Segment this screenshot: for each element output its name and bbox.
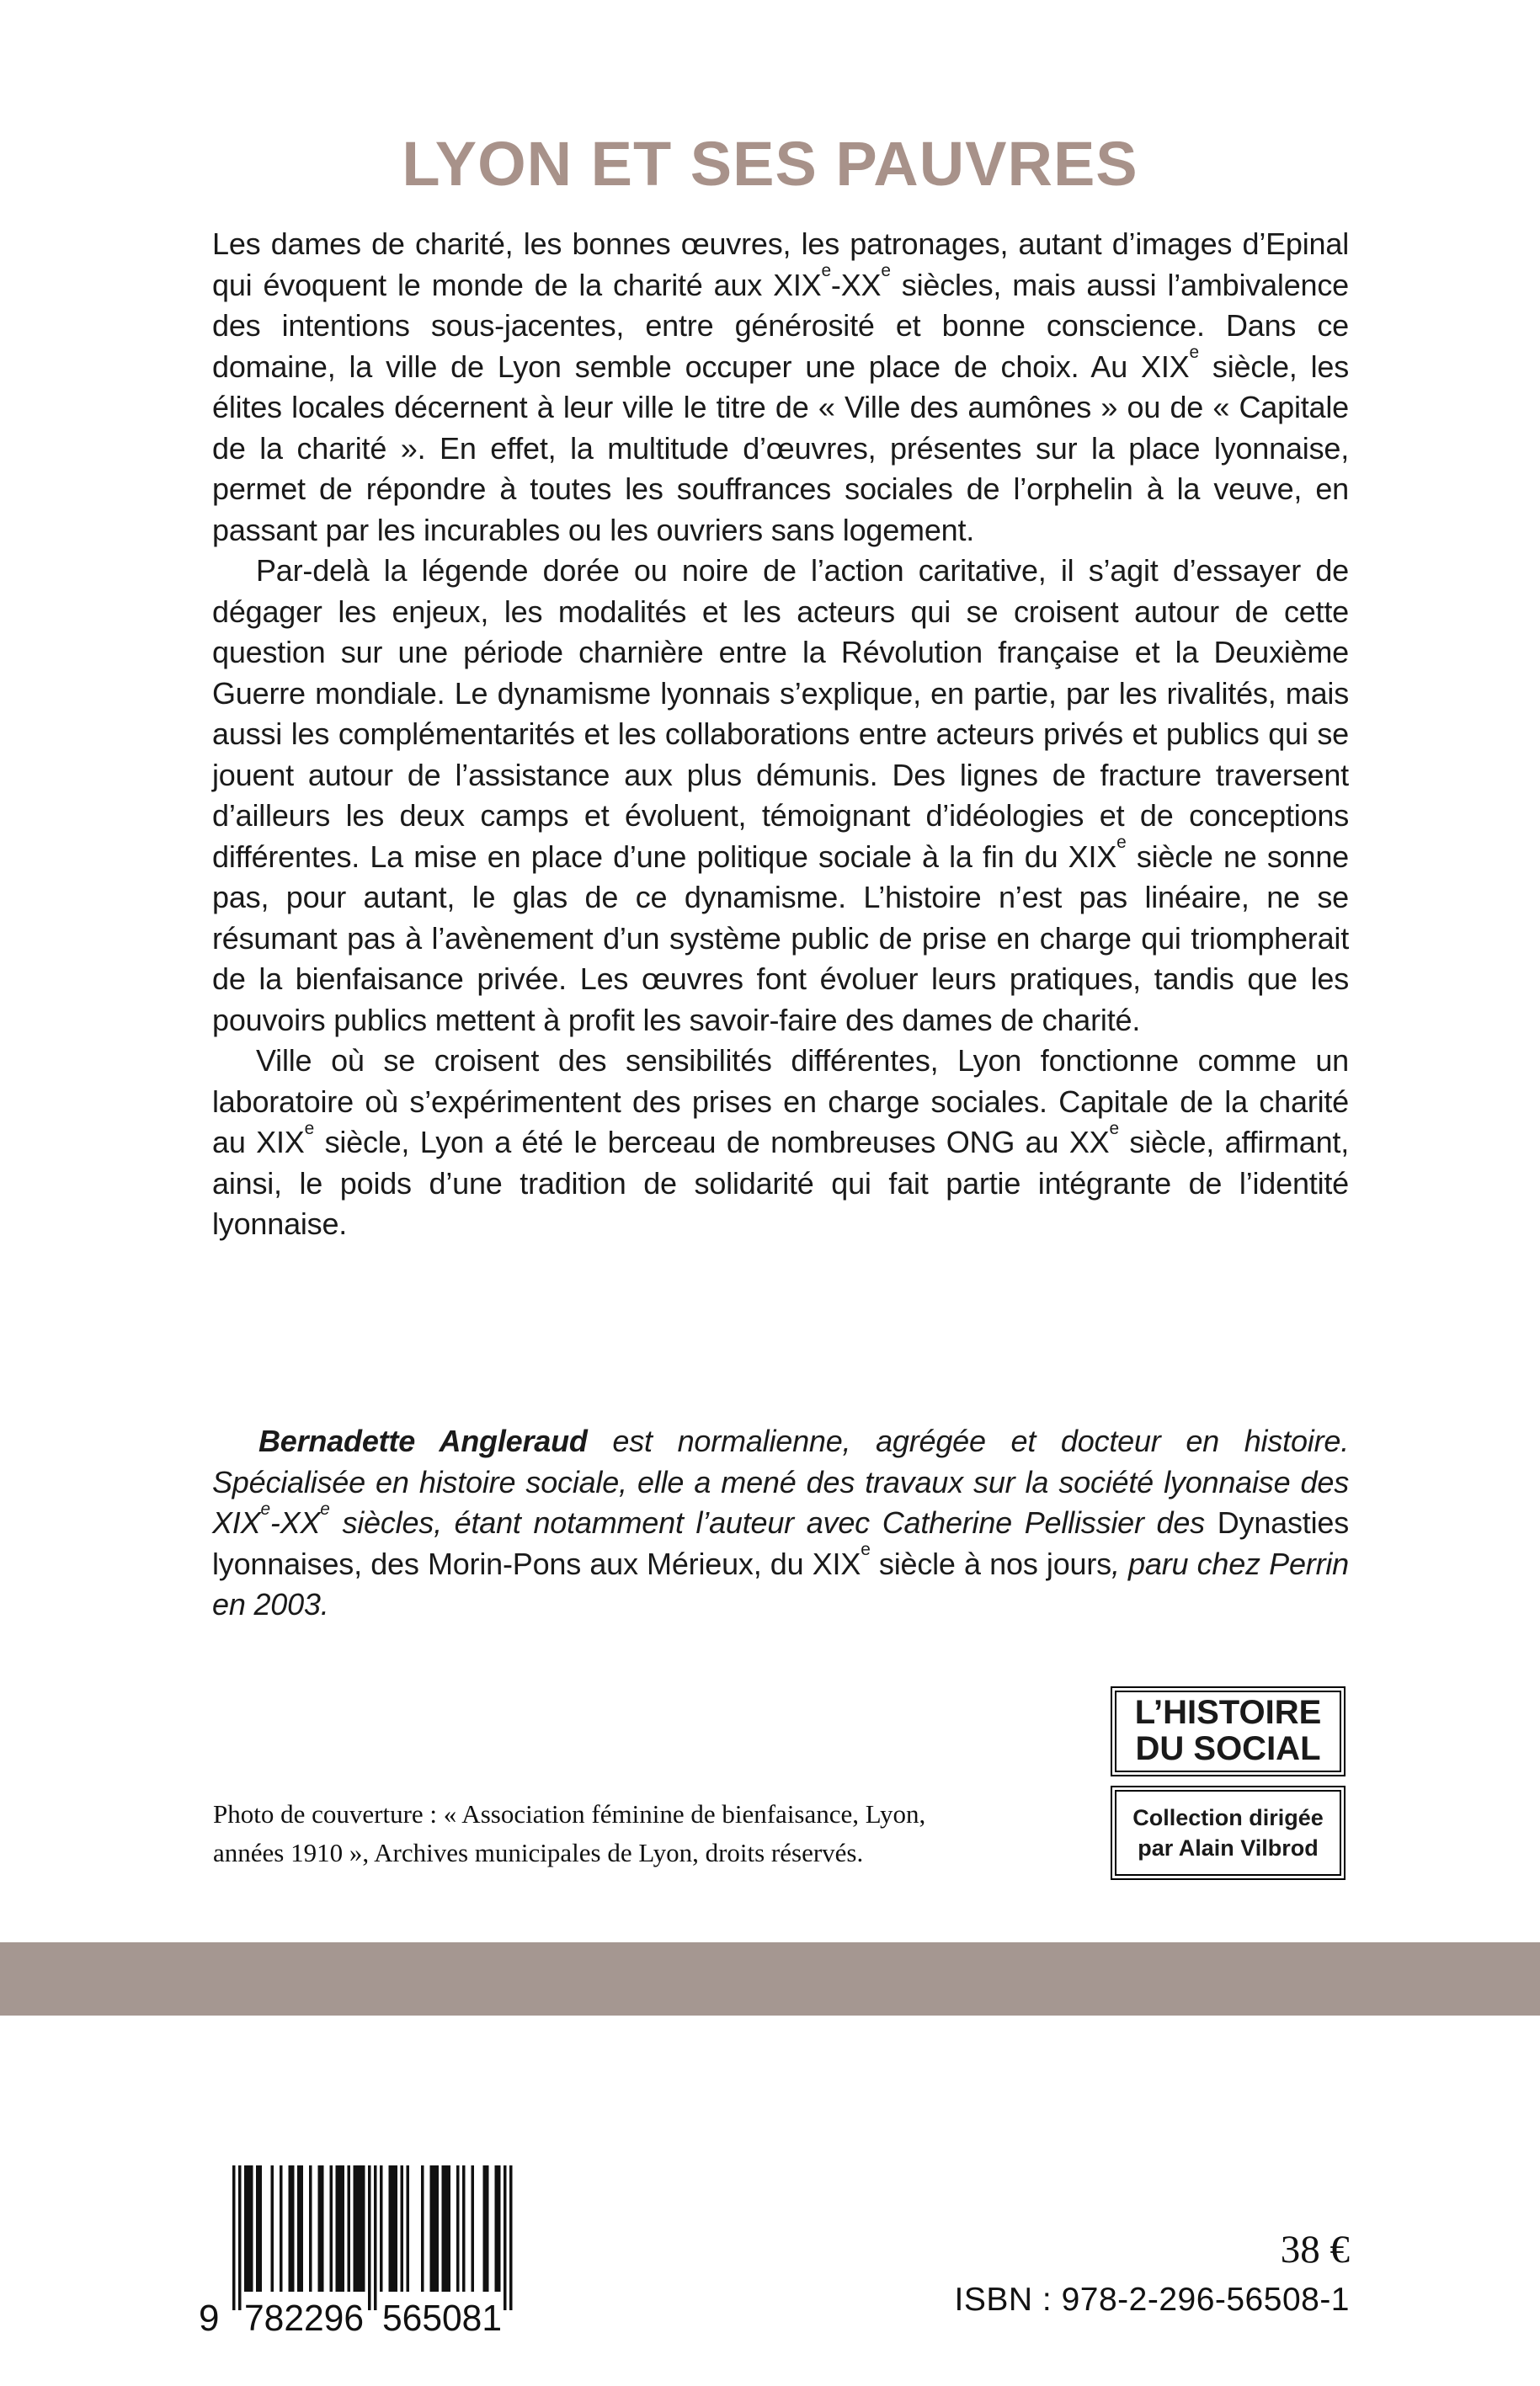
synopsis-paragraph: Les dames de charité, les bonnes œuvres, les patronages, autant d’images d’Epinal qui évoquent le monde de la charité aux XIXe-XXe siècles, mais aussi l’ambivalence des intentions sous-jacentes, entre générosité et bonne conscience. Dans ce domaine, la ville de Lyon semble occuper une place de choix. Au XIXe siècle, les élites locales décernent à leur ville le titre de « Ville des aumônes » ou de « Capitale de la charité ». En effet, la multitude d’œuvres, présentes sur la place lyonnaise, permet de répondre à toutes les souffrances sociales de l’orphelin à la veuve, en passant par les incurables ou les ouvriers sans logement. [212,226,1349,547]
ean13-barcode [194,2165,522,2338]
author-bio-paragraph [212,1421,1349,1626]
bio-segment: Dynasties lyonnaises, des Morin-Pons aux Mérieux, du XIXe siècle à nos jours [212,1505,1349,1581]
collection-director-line: par Alain Vilbrod [1138,1835,1319,1861]
svg-text:9: 9 [199,2298,220,2338]
price: 38 € [1280,2228,1350,2271]
collection-director-line: Collection dirigée [1132,1805,1324,1830]
decorative-band [0,1942,1540,2016]
svg-text:565081: 565081 [382,2298,502,2338]
series-title-box [1115,1691,1341,1772]
bio-segment: Bernadette Angleraud [258,1424,588,1458]
credit-line: Photo de couverture : « Association féminine de bienfaisance, Lyon, [213,1799,926,1829]
synopsis-paragraph: Par-delà la légende dorée ou noire de l’action caritative, il s’agit d’essayer de dégager les enjeux, les modalités et les acteurs qui se croisent autour de cette question sur une période charnière entre la Révolution française et la Deuxième Guerre mondiale. Le dynamisme lyonnais s’explique, en partie, par les rivalités, mais aussi les complémentarités et les collaborations entre acteurs privés et publics qui se jouent autour de l’assistance aux plus démunis. Des lignes de fracture traversent d’ailleurs les deux camps et évoluent, témoignant d’idéologies et de conceptions différentes. La mise en place d’une politique sociale à la fin du XIXe siècle ne sonne pas, pour autant, le glas de ce dynamisme. L’histoire n’est pas linéaire, ne se résumant pas à l’avènement d’un système public de prise en charge qui triompherait de la bienfaisance privée. Les œuvres font évoluer leurs pratiques, tandis que les pouvoirs publics mettent à profit les savoir-faire des dames de charité. [212,553,1349,1037]
series-title-line: DU SOCIAL [1135,1730,1321,1767]
book-title: LYON ET SES PAUVRES [402,129,1138,199]
credit-line: années 1910 », Archives municipales de Lyon, droits réservés. [213,1838,864,1867]
cover-photo-credit [213,1795,1181,1872]
bio-segment: , paru chez Perrin en 2003. [212,1546,1349,1622]
synopsis-paragraph: Ville où se croisent des sensibilités différentes, Lyon fonctionne comme un laboratoire où s’expérimentent des prises en charge sociales. Capitale de la charité au XIXe siècle, Lyon a été le berceau de nombreuses ONG au XXe siècle, affirmant, ainsi, le poids d’une tradition de solidarité qui fait partie intégrante de l’identité lyonnaise. [212,1043,1349,1241]
series-title-line: L’HISTOIRE [1134,1694,1322,1731]
svg-text:782296: 782296 [244,2298,364,2338]
synopsis-text [212,224,1349,1245]
author-bio [212,1421,1349,1626]
bio-segment: est normalienne, agrégée et docteur en histoire. Spécialisée en histoire sociale, elle a mené des travaux sur la société lyonnaise des XIXe-XXe siècles, étant notamment l’auteur avec Catherine Pellissier des [212,1424,1349,1540]
isbn: ISBN : 978-2-296-56508-1 [954,2282,1350,2318]
